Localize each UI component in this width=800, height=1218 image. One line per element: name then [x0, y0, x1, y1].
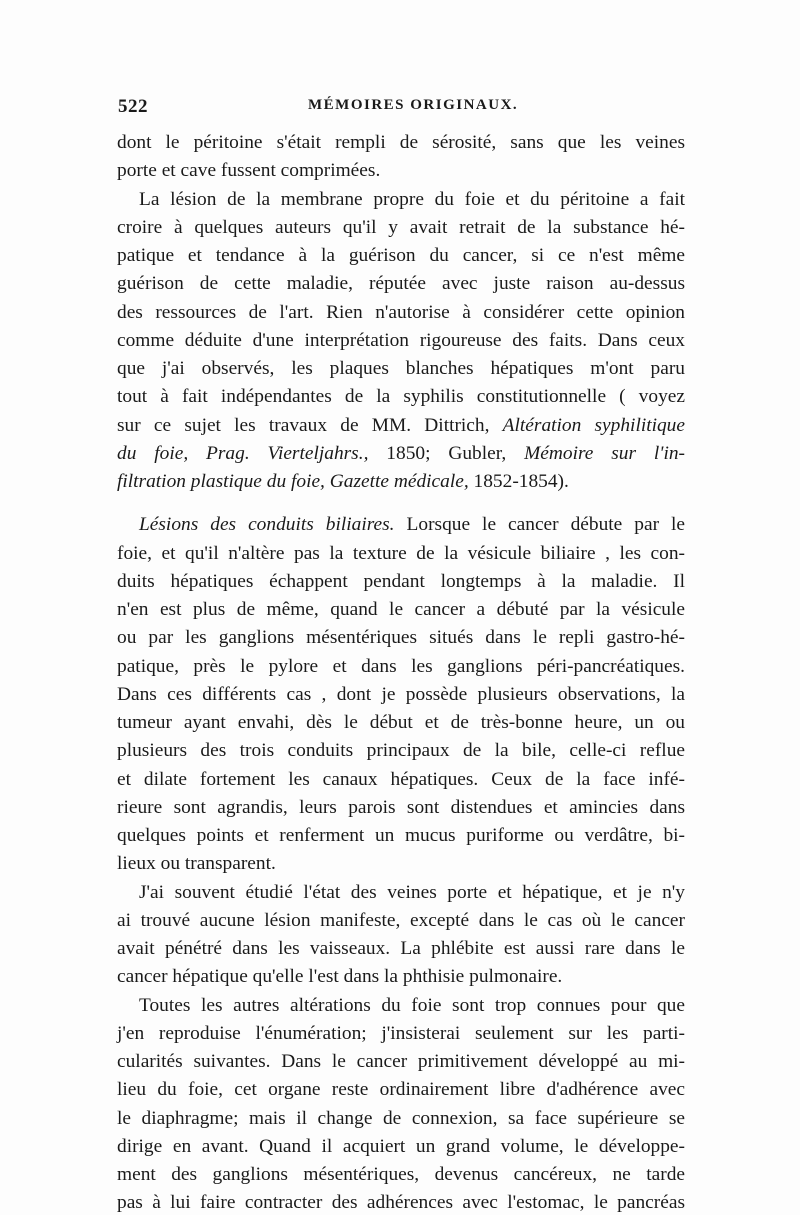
- italic-text: du foie, Prag. Vierteljahrs.,: [117, 442, 369, 464]
- text-line: [117, 157, 685, 185]
- text-segment: quelques points et renferment un mucus puriforme ou verdâtre, bi-: [117, 825, 685, 846]
- text-segment: tumeur ayant envahi, dès le début et de très-bonne heure, un ou: [117, 712, 685, 733]
- text-segment: ou par les ganglions mésentériques situés dans le repli gastro-hé-: [117, 627, 685, 649]
- text-line: [117, 1105, 685, 1133]
- text-line: [117, 624, 685, 652]
- text-segment: Lorsque le cancer débute par le: [394, 514, 685, 536]
- text-segment: rieure sont agrandis, leurs parois sont distendues et amincies dans: [117, 796, 685, 818]
- page-number: 522: [118, 96, 148, 117]
- text-segment: que j'ai observés, les plaques blanches hépatiques m'ont paru: [117, 358, 685, 379]
- text-segment: pas à lui faire contracter des adhérences avec l'estomac, le pancréas: [117, 1192, 685, 1214]
- text-line: [117, 907, 685, 935]
- text-segment: lieu du foie, cet organe reste ordinairement libre d'adhérence avec: [117, 1079, 685, 1101]
- italic-text: Mémoire sur l'in-: [524, 442, 685, 464]
- text-line: [117, 992, 685, 1020]
- text-line: [117, 850, 685, 878]
- text-segment: dirige en avant. Quand il acquiert un grand volume, le développe-: [117, 1135, 685, 1157]
- text-line: [117, 794, 685, 822]
- text-segment: et dilate fortement les canaux hépatiques. Ceux de la face infé-: [117, 768, 685, 790]
- text-line: [117, 299, 685, 327]
- text-line: [117, 1133, 685, 1161]
- text-line: [117, 1161, 685, 1189]
- text-line: [117, 935, 685, 963]
- text-line: [117, 270, 685, 298]
- section-gap: [117, 496, 685, 511]
- text-segment: j'en reproduise l'énumération; j'insisterai seulement sur les parti-: [117, 1022, 685, 1044]
- text-segment: le diaphragme; mais il change de connexion, sa face supérieure se: [117, 1107, 685, 1129]
- text-segment: 1852-1854).: [468, 471, 569, 492]
- italic-text: Altération syphilitique: [502, 414, 685, 436]
- text-segment: n'en est plus de même, quand le cancer a débuté par la vésicule: [117, 599, 685, 620]
- text-segment: ai trouvé aucune lésion manifeste, excepté dans le cas où le cancer: [117, 909, 685, 931]
- text-segment: comme déduite d'une interprétation rigoureuse des faits. Dans ceux: [117, 329, 685, 351]
- text-line: [117, 129, 685, 157]
- text-segment: patique, près le pylore et dans les ganglions péri-pancréatiques.: [117, 655, 685, 677]
- text-line: [117, 1189, 685, 1217]
- text-line: [117, 879, 685, 907]
- text-line: [117, 383, 685, 411]
- text-segment: ment des ganglions mésentériques, devenus cancéreux, ne tarde: [117, 1164, 685, 1185]
- text-segment: des ressources de l'art. Rien n'autorise à considérer cette opinion: [117, 301, 685, 323]
- text-segment: lieux ou transparent.: [117, 853, 276, 875]
- text-line: [117, 412, 685, 440]
- text-line: [117, 681, 685, 709]
- text-line: [117, 186, 685, 214]
- text-line: [117, 540, 685, 568]
- text-line: [117, 653, 685, 681]
- running-title: MÉMOIRES ORIGINAUX.: [308, 97, 519, 113]
- text-segment: croire à quelques auteurs qu'il y avait retrait de la substance hé-: [117, 216, 685, 238]
- text-line: [117, 766, 685, 794]
- text-segment: La lésion de la membrane propre du foie et du péritoine a fait: [139, 188, 685, 210]
- text-segment: cancer hépatique qu'elle l'est dans la phthisie pulmonaire.: [117, 966, 563, 988]
- text-line: [117, 1020, 685, 1048]
- text-line: [117, 568, 685, 596]
- italic-text: filtration plastique du foie, Gazette médicale,: [117, 471, 469, 492]
- text-line: [117, 327, 685, 355]
- text-line: [117, 963, 685, 991]
- italic-text: Lésions des conduits biliaires.: [139, 514, 395, 536]
- text-segment: tout à fait indépendantes de la syphilis constitutionnelle ( voyez: [117, 386, 685, 408]
- text-line: [117, 355, 685, 383]
- text-segment: sur ce sujet les travaux de MM. Dittrich,: [117, 414, 503, 436]
- text-line: [117, 440, 685, 468]
- text-line: [117, 709, 685, 737]
- text-segment: dont le péritoine s'était rempli de sérosité, sans que les veines: [117, 132, 685, 153]
- text-line: [117, 214, 685, 242]
- text-segment: avait pénétré dans les vaisseaux. La phlébite est aussi rare dans le: [117, 938, 685, 959]
- text-segment: duits hépatiques échappent pendant longtemps à la maladie. Il: [117, 570, 685, 592]
- text-segment: Dans ces différents cas , dont je possède plusieurs observations, la: [117, 683, 685, 705]
- text-segment: Toutes les autres altérations du foie sont trop connues pour que: [139, 994, 685, 1016]
- text-line: [117, 511, 685, 539]
- text-segment: foie, et qu'il n'altère pas la texture de la vésicule biliaire , les con-: [117, 542, 685, 564]
- text-line: [117, 737, 685, 765]
- text-segment: plusieurs des trois conduits principaux de la bile, celle-ci reflue: [117, 740, 685, 762]
- text-line: [117, 596, 685, 624]
- text-segment: guérison de cette maladie, réputée avec juste raison au-dessus: [117, 273, 685, 295]
- text-line: [117, 242, 685, 270]
- body-text: [117, 129, 685, 1218]
- text-segment: patique et tendance à la guérison du cancer, si ce n'est même: [117, 245, 685, 266]
- text-segment: cularités suivantes. Dans le cancer primitivement développé au mi-: [117, 1051, 685, 1072]
- text-segment: 1850; Gubler,: [368, 442, 525, 464]
- text-segment: J'ai souvent étudié l'état des veines porte et hépatique, et je n'y: [139, 881, 685, 903]
- text-line: [117, 1076, 685, 1104]
- text-line: [117, 822, 685, 850]
- text-line: [117, 468, 685, 496]
- running-head: [118, 96, 684, 126]
- text-line: [117, 1048, 685, 1076]
- text-segment: porte et cave fussent comprimées.: [117, 160, 381, 182]
